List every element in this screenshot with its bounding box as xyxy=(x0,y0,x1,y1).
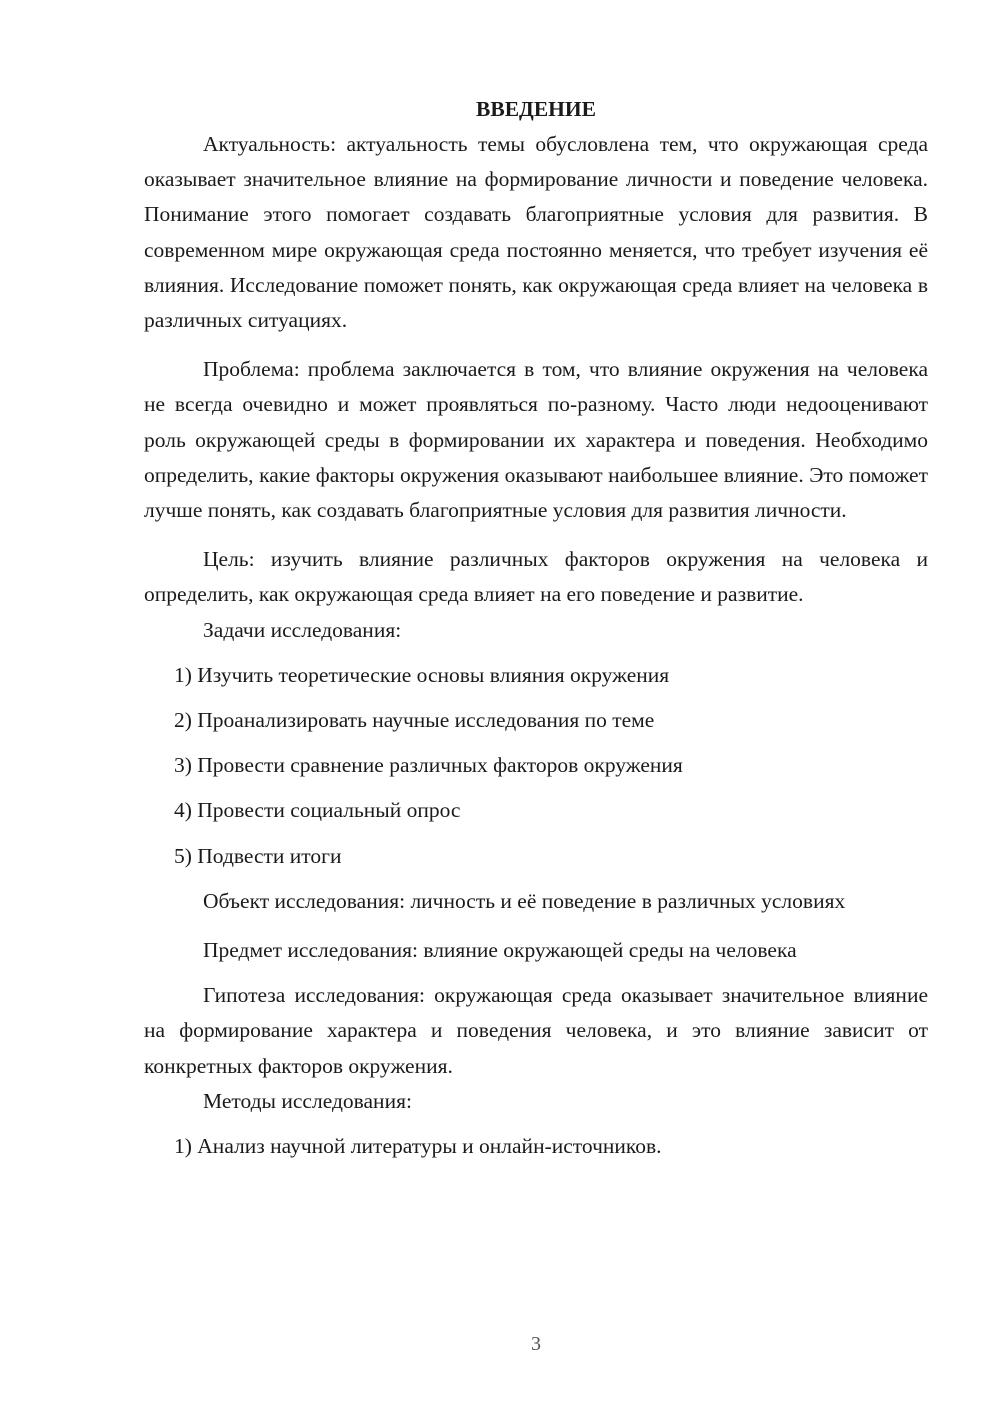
relevance-paragraph: Актуальность: актуальность темы обусловлена тем, что окружающая среда оказывает значительное влияние на формирование личности и поведение человека. Понимание этого помогает создавать благоприятные условия для развития. В современном мире окружающая среда постоянно меняется, что требует изучения её влияния. Исследование поможет понять, как окружающая среда влияет на человека в различных ситуациях. xyxy=(144,132,928,333)
document-page xyxy=(144,92,928,1164)
hypothesis-paragraph: Гипотеза исследования: окружающая среда оказывает значительное влияние на формирование характера и поведения человека, и это влияние зависит от конкретных факторов окружения. xyxy=(144,983,928,1078)
methods-list xyxy=(144,1129,928,1164)
list-item: 1) Изучить теоретические основы влияния окружения xyxy=(174,662,670,687)
object-paragraph: Объект исследования: личность и её поведение в различных условиях xyxy=(203,888,846,913)
list-item: 3) Провести сравнение различных факторов окружения xyxy=(174,753,683,778)
goal-paragraph: Цель: изучить влияние различных факторов окружения на человека и определить, как окружающая среда влияет на его поведение и развитие. xyxy=(144,547,928,607)
tasks-list xyxy=(144,658,928,874)
list-item: 5) Подвести итоги xyxy=(174,843,342,868)
methods-heading: Методы исследования: xyxy=(203,1088,412,1113)
list-item: 4) Провести социальный опрос xyxy=(174,798,461,823)
tasks-heading: Задачи исследования: xyxy=(203,617,402,642)
list-item: 1) Анализ научной литературы и онлайн-источников. xyxy=(174,1134,662,1159)
subject-paragraph: Предмет исследования: влияние окружающей среды на человека xyxy=(203,938,797,963)
list-item: 2) Проанализировать научные исследования по теме xyxy=(174,708,655,733)
page-title: ВВЕДЕНИЕ xyxy=(476,97,596,121)
problem-paragraph: Проблема: проблема заключается в том, что влияние окружения на человека не всегда очевидно и может проявляться по-разному. Часто люди недооценивают роль окружающей среды в формировании их характера и поведения. Необходимо определить, какие факторы окружения оказывают наибольшее влияние. Это поможет лучше понять, как создавать благоприятные условия для развития личности. xyxy=(144,357,928,523)
page-number: 3 xyxy=(531,1333,541,1355)
